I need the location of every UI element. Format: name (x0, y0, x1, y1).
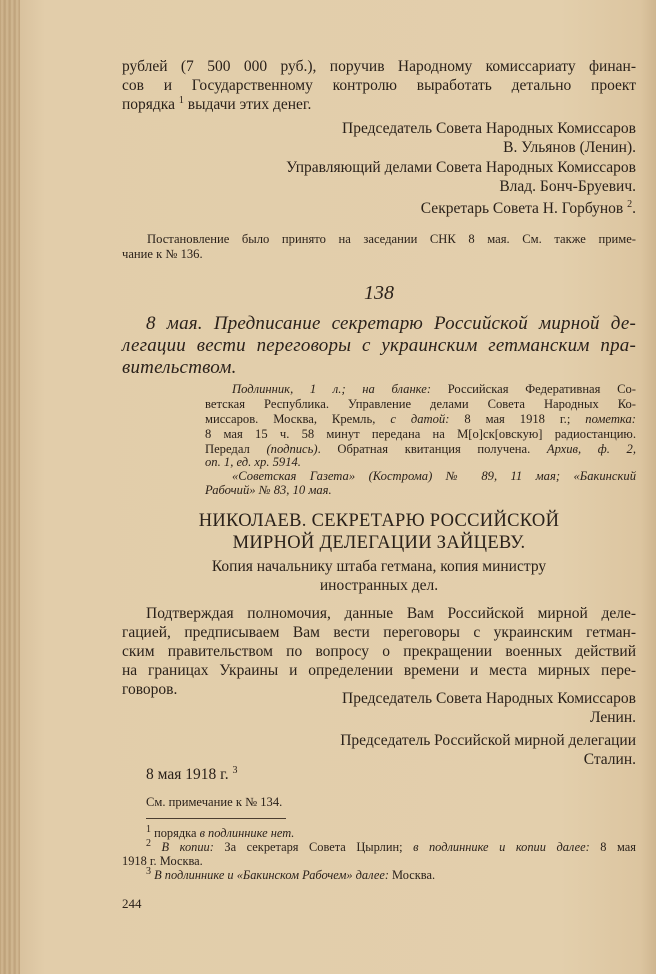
footnote-3-italic: В подлиннике и «Бакинском Рабочем» далее: (151, 868, 389, 882)
footnote-2-text: За секретаря Совета Цырлин; (213, 840, 414, 854)
archive-l3-italic2: пометка: (585, 412, 637, 426)
signature-2-name: Влад. Бонч-Бруевич. (499, 178, 636, 195)
top-paragraph-line3 (122, 95, 636, 114)
footnote-1-mark: 1 (146, 823, 151, 835)
archive-line4: 8 мая 15 ч. 58 минут передана на М[о]ск[овскую] радиостанцию. (205, 427, 636, 441)
page-number: 244 (122, 896, 142, 911)
footnote-ref-1: 1 (178, 94, 184, 106)
signature-3-text: Секретарь Совета Н. Горбунов (420, 200, 624, 217)
archive-l1-italic: Подлинник, 1 л.; на бланке: (232, 382, 432, 396)
footnote-2-line2: 1918 г. Москва. (122, 854, 203, 868)
note-136-line2: чание к № 136. (122, 247, 203, 261)
top-paragraph-line2: сов и Государственному контролю выработать детально проект (122, 77, 636, 94)
signature-2-position: Управляющий делами Совета Народных Комиссаров (286, 159, 636, 176)
archive-l1-text: Российская Федеративная Со- (431, 382, 636, 396)
document-title-line1: 8 мая. Предписание секретарю Российской мирной де- (146, 313, 636, 334)
archive-l3-text: миссаров. Москва, Кремль, (205, 412, 391, 426)
document-number: 138 (364, 282, 394, 304)
signature-4-position: Председатель Совета Народных Комиссаров (342, 690, 636, 707)
signature-3-end: . (632, 200, 636, 217)
main-text-line3: ским правительством по вопросу о прекращении военных действий (122, 643, 636, 660)
main-text-line5: говоров. (122, 681, 178, 698)
top-paragraph-text: порядка (122, 96, 175, 113)
main-text-line1: Подтверждая полномочия, данные Вам Российской мирной деле- (146, 605, 636, 622)
archive-line2: ветская Республика. Управление делами Совета Народных Ко- (205, 397, 636, 411)
footnote-2-line1 (146, 837, 636, 855)
archive-line8: Рабочий» № 83, 10 мая. (205, 483, 332, 497)
document-title-line3: вительством. (122, 357, 237, 378)
signature-1-name: В. Ульянов (Ленин). (503, 139, 636, 156)
footnote-ref-2: 2 (627, 198, 633, 210)
footnote-divider (146, 818, 286, 819)
archive-line3 (205, 412, 636, 427)
address-copy-line1: Копия начальнику штаба гетмана, копия министру (211, 558, 547, 575)
top-paragraph-text-end: выдачи этих денег. (183, 96, 312, 113)
footnote-ref-3: 3 (232, 764, 238, 776)
archive-l3-text2: 8 мая 1918 г.; (449, 412, 586, 426)
archive-line1 (232, 382, 636, 397)
note-136-line1: Постановление было принято на заседании СНК 8 мая. См. также приме- (147, 232, 636, 246)
signature-1-position: Председатель Совета Народных Комиссаров (342, 120, 636, 137)
archive-l5-text2: . Обратная квитанция получена. (317, 442, 547, 456)
footnote-2-text2: 8 мая (589, 840, 636, 854)
note-134: См. примечание к № 134. (146, 795, 283, 809)
footnote-2-mark: 2 (146, 837, 151, 849)
footnote-1-text: порядка (151, 826, 200, 840)
footnote-2-italic: В копии: (151, 840, 214, 854)
address-line2: МИРНОЙ ДЕЛЕГАЦИИ ЗАЙЦЕВУ. (232, 533, 526, 553)
footnote-3 (146, 865, 636, 883)
archive-l5-text: Передал (205, 442, 267, 456)
archive-line7: «Советская Газета» (Кострома) № 89, 11 мая; «Бакинский (232, 469, 636, 483)
footnote-1-italic: в подлиннике нет. (199, 826, 295, 840)
footnote-2-italic2: в подлиннике и копии далее: (413, 840, 590, 854)
top-paragraph-line1: рублей (7 500 000 руб.), поручив Народному комиссариату финан- (122, 58, 636, 75)
address-line1: НИКОЛАЕВ. СЕКРЕТАРЮ РОССИЙСКОЙ (198, 511, 560, 531)
address-copy-line2: иностранных дел. (319, 577, 439, 594)
document-date-text: 8 мая 1918 г. (146, 766, 229, 783)
signature-5-name: Сталин. (583, 751, 636, 768)
document-title-line2: легации вести переговоры с украинским гетманским пра- (122, 335, 636, 356)
main-text-line2: гацией, предписываем Вам вести переговоры с украинским гетман- (122, 624, 636, 641)
footnote-3-mark: 3 (146, 865, 151, 877)
archive-l3-italic: с датой: (390, 412, 450, 426)
footnote-3-text: Москва. (388, 868, 436, 882)
document-date (146, 765, 446, 784)
main-text-line4: на границах Украины и определении времени и места мирных пере- (122, 662, 636, 679)
page-stack-edge (0, 0, 20, 974)
signature-4-name: Ленин. (589, 709, 636, 726)
archive-l5-italic2: Архив, ф. 2, (546, 442, 636, 456)
archive-line6: оп. 1, ед. хр. 5914. (205, 455, 301, 469)
signature-3 (300, 199, 636, 218)
archive-l5-italic: (подпись) (266, 442, 318, 456)
footnote-1 (146, 823, 636, 841)
signature-5-position: Председатель Российской мирной делегации (340, 732, 636, 749)
